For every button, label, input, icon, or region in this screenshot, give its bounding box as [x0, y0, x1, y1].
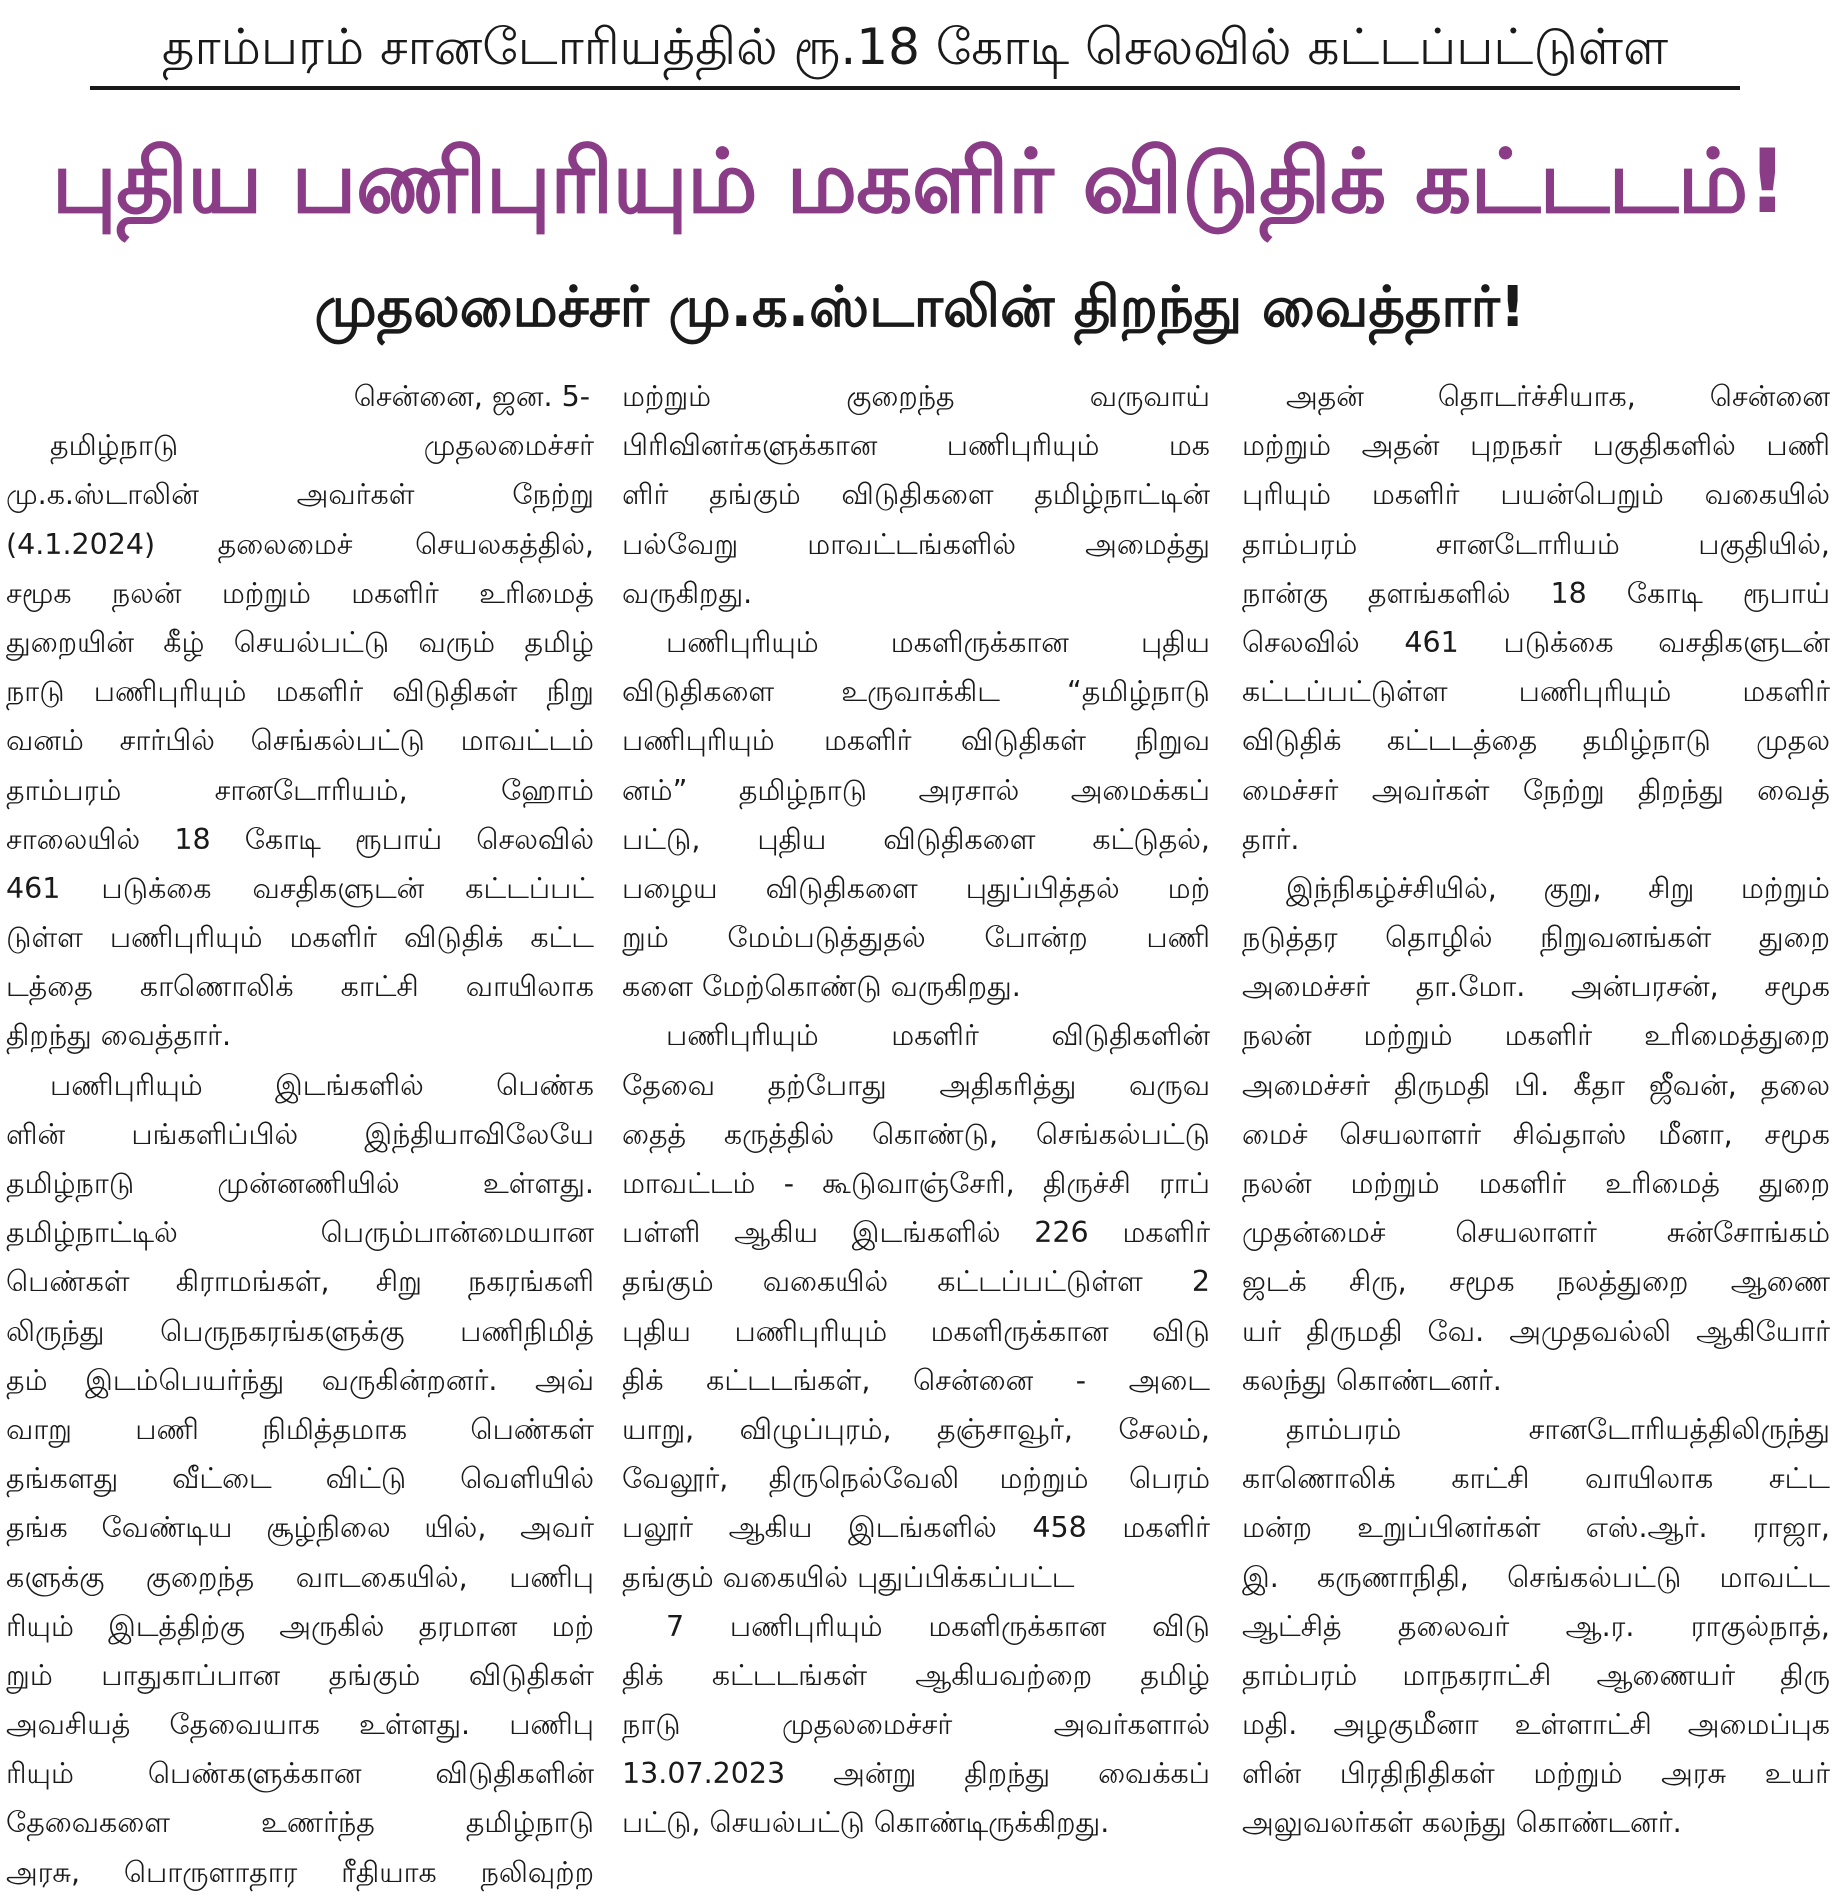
article-column-2: [622, 372, 1210, 1846]
article-text-line: வாறு பணி நிமித்தமாக பெண்கள்: [6, 1412, 594, 1446]
article-text-line: பணிபுரியும் இடங்களில் பெண்க: [50, 1068, 594, 1102]
article-text-line: மைச்சர் அவர்கள் நேற்று திறந்து வைத்: [1242, 773, 1830, 807]
article-text-line: சாலையில் 18 கோடி ரூபாய் செலவில்: [6, 822, 594, 856]
article-text-line: அமைச்சர் திருமதி பி. கீதா ஜீவன், தலை: [1242, 1068, 1830, 1102]
article-text-line: றும் மேம்படுத்துதல் போன்ற பணி: [622, 921, 1210, 955]
article-text-line: தம் இடம்பெயர்ந்து வருகின்றனர். அவ்: [6, 1363, 594, 1397]
article-text-line: தாம்பரம் சானடோரியத்திலிருந்து: [1286, 1412, 1830, 1446]
article-text-line: நாடு பணிபுரியும் மகளிர் விடுதிகள் நிறு: [6, 675, 594, 709]
article-text-line: தாம்பரம் சானடோரியம் பகுதியில்,: [1242, 527, 1830, 561]
article-text-line: பிரிவினர்களுக்கான பணிபுரியும் மக: [622, 429, 1210, 463]
article-text-line: பள்ளி ஆகிய இடங்களில் 226 மகளிர்: [622, 1216, 1210, 1250]
article-text-line: தமிழ்நாடு முதலமைச்சர்: [50, 429, 594, 463]
article-text-line: விடுதிக் கட்டடத்தை தமிழ்நாடு முதல: [1242, 724, 1830, 758]
article-text-line: அமைச்சர் தா.மோ. அன்பரசன், சமூக: [1242, 970, 1830, 1004]
article-text-line: பல்வேறு மாவட்டங்களில் அமைத்து: [622, 527, 1210, 561]
article-text-line: ளின் பிரதிநிதிகள் மற்றும் அரசு உயர்: [1242, 1757, 1830, 1791]
subheadline: முதலமைச்சர் மு.க.ஸ்டாலின் திறந்து வைத்தார்!: [314, 275, 1526, 340]
article-text-line: மற்றும் குறைந்த வருவாய்: [622, 380, 1210, 413]
article-text-line: 13.07.2023 அன்று திறந்து வைக்கப்: [622, 1757, 1210, 1791]
article-text-line: டத்தை காணொலிக் காட்சி வாயிலாக: [6, 970, 594, 1004]
article-text-line: பட்டு, செயல்பட்டு கொண்டிருக்கிறது.: [622, 1806, 1110, 1840]
article-text-line: 7 பணிபுரியும் மகளிருக்கான விடு: [666, 1609, 1210, 1643]
article-text-line: தங்க வேண்டிய சூழ்நிலை யில், அவர்: [6, 1511, 594, 1545]
article-text-line: பழைய விடுதிகளை புதுப்பித்தல் மற்: [622, 871, 1210, 905]
article-text-line: முதன்மைச் செயலாளர் சுன்சோங்கம்: [1242, 1216, 1830, 1250]
article-text-line: (4.1.2024) தலைமைச் செயலகத்தில்,: [6, 527, 594, 561]
article-text-line: தாம்பரம் மாநகராட்சி ஆணையர் திரு: [1242, 1658, 1830, 1692]
article-text-line: தங்களது வீட்டை விட்டு வெளியில்: [6, 1462, 594, 1496]
article-text-line: 461 படுக்கை வசதிகளுடன் கட்டப்பட்: [6, 871, 594, 905]
article-text-line: செலவில் 461 படுக்கை வசதிகளுடன்: [1242, 625, 1830, 659]
article-text-line: ஆட்சித் தலைவர் ஆ.ர. ராகுல்நாத்,: [1242, 1609, 1830, 1643]
article-text-line: நடுத்தர தொழில் நிறுவனங்கள் துறை: [1242, 921, 1830, 955]
article-text-line: ளின் பங்களிப்பில் இந்தியாவிலேயே: [6, 1117, 594, 1151]
article-text-line: திறந்து வைத்தார்.: [6, 1019, 232, 1053]
article-text-line: தைத் கருத்தில் கொண்டு, செங்கல்பட்டு: [622, 1117, 1210, 1151]
article-text-line: தார்.: [1242, 822, 1300, 856]
article-text-line: நலன் மற்றும் மகளிர் உரிமைத்துறை: [1242, 1019, 1830, 1053]
article-text-line: பணிபுரியும் மகளிர் விடுதிகளின்: [666, 1019, 1210, 1053]
article-text-line: தமிழ்நாட்டில் பெரும்பான்மையான: [6, 1216, 594, 1250]
article-text-line: வேலூர், திருநெல்வேலி மற்றும் பெரம்: [622, 1462, 1210, 1496]
article-text-line: மற்றும் அதன் புறநகர் பகுதிகளில் பணி: [1242, 429, 1830, 463]
article-text-line: ஜடக் சிரு, சமூக நலத்துறை ஆணை: [1242, 1265, 1830, 1299]
article-text-line: ளிர் தங்கும் விடுதிகளை தமிழ்நாட்டின்: [622, 478, 1210, 512]
article-text-line: இ. கருணாநிதி, செங்கல்பட்டு மாவட்ட: [1242, 1560, 1830, 1594]
article-text-line: வனம் சார்பில் செங்கல்பட்டு மாவட்டம்: [6, 724, 594, 758]
article-text-line: மு.க.ஸ்டாலின் அவர்கள் நேற்று: [6, 478, 594, 512]
article-text-line: சென்னை, ஜன. 5-: [353, 380, 590, 413]
article-text-line: பணிபுரியும் மகளிருக்கான புதிய: [666, 625, 1210, 659]
article-text-line: பலூர் ஆகிய இடங்களில் 458 மகளிர்: [622, 1511, 1210, 1545]
kicker-underline: [90, 86, 1740, 90]
article-text-line: மதி. அழகுமீனா உள்ளாட்சி அமைப்புக: [1242, 1708, 1830, 1742]
article-text-line: னம்” தமிழ்நாடு அரசால் அமைக்கப்: [622, 773, 1210, 807]
article-text-line: அவசியத் தேவையாக உள்ளது. பணிபு: [6, 1708, 594, 1742]
article-text-line: தேவைகளை உணர்ந்த தமிழ்நாடு: [6, 1806, 594, 1840]
article-text-line: றும் பாதுகாப்பான தங்கும் விடுதிகள்: [6, 1658, 594, 1692]
article-text-line: தங்கும் வகையில் கட்டப்பட்டுள்ள 2: [622, 1265, 1210, 1299]
article-text-line: காணொலிக் காட்சி வாயிலாக சட்ட: [1242, 1462, 1830, 1496]
article-text-line: அரசு, பொருளாதார ரீதியாக நலிவுற்ற: [6, 1855, 594, 1889]
article-text-line: திக் கட்டடங்கள், சென்னை - அடை: [622, 1363, 1210, 1397]
article-text-line: களை மேற்கொண்டு வருகிறது.: [622, 970, 1021, 1004]
article-text-line: நான்கு தளங்களில் 18 கோடி ரூபாய்: [1242, 576, 1830, 610]
article-text-line: விடுதிகளை உருவாக்கிட “தமிழ்நாடு: [622, 675, 1210, 709]
article-text-line: சமூக நலன் மற்றும் மகளிர் உரிமைத்: [6, 576, 594, 610]
article-text-line: லிருந்து பெருநகரங்களுக்கு பணிநிமித்: [6, 1314, 594, 1348]
article-text-line: தாம்பரம் சானடோரியம், ஹோம்: [6, 773, 594, 807]
article-column-1: [6, 372, 594, 1889]
article-text-line: கலந்து கொண்டனர்.: [1242, 1363, 1502, 1397]
article-text-line: திக் கட்டடங்கள் ஆகியவற்றை தமிழ்: [622, 1658, 1210, 1692]
article-text-line: ரியும் இடத்திற்கு அருகில் தரமான மற்: [6, 1609, 594, 1643]
article-text-line: துறையின் கீழ் செயல்பட்டு வரும் தமிழ்: [6, 625, 594, 659]
article-text-line: யாறு, விழுப்புரம், தஞ்சாவூர், சேலம்,: [622, 1412, 1210, 1446]
article-text-line: மன்ற உறுப்பினர்கள் எஸ்.ஆர். ராஜா,: [1242, 1511, 1830, 1545]
article-text-line: தமிழ்நாடு முன்னணியில் உள்ளது.: [6, 1167, 594, 1200]
article-column-3: [1242, 372, 1830, 1846]
kicker-line: தாம்பரம் சானடோரியத்தில் ரூ.18 கோடி செலவில் கட்டப்பட்டுள்ள: [161, 18, 1669, 76]
article-text-line: தேவை தற்போது அதிகரித்து வருவ: [622, 1068, 1210, 1102]
article-text-line: நலன் மற்றும் மகளிர் உரிமைத் துறை: [1242, 1167, 1830, 1200]
article-text-line: ரியும் பெண்களுக்கான விடுதிகளின்: [6, 1757, 594, 1791]
article-text-line: பெண்கள் கிராமங்கள், சிறு நகரங்களி: [6, 1265, 594, 1299]
article-text-line: நாடு முதலமைச்சர் அவர்களால்: [622, 1708, 1210, 1742]
article-text-line: பணிபுரியும் மகளிர் விடுதிகள் நிறுவ: [622, 724, 1210, 758]
article-text-line: டுள்ள பணிபுரியும் மகளிர் விடுதிக் கட்ட: [6, 921, 594, 955]
article-text-line: கட்டப்பட்டுள்ள பணிபுரியும் மகளிர்: [1242, 675, 1830, 709]
article-text-line: களுக்கு குறைந்த வாடகையில், பணிபு: [6, 1560, 594, 1594]
article-text-line: வருகிறது.: [622, 576, 753, 610]
article-text-line: பட்டு, புதிய விடுதிகளை கட்டுதல்,: [622, 822, 1210, 856]
article-text-line: புதிய பணிபுரியும் மகளிருக்கான விடு: [622, 1314, 1210, 1348]
article-text-line: மைச் செயலாளர் சிவ்தாஸ் மீனா, சமூக: [1242, 1117, 1830, 1151]
article-text-line: அலுவலர்கள் கலந்து கொண்டனர்.: [1242, 1806, 1682, 1840]
article-text-line: மாவட்டம் - கூடுவாஞ்சேரி, திருச்சி ராப்: [622, 1167, 1210, 1200]
article-text-line: தங்கும் வகையில் புதுப்பிக்கப்பட்ட: [622, 1560, 1075, 1594]
article-text-line: அதன் தொடர்ச்சியாக, சென்னை: [1286, 380, 1830, 413]
article-text-line: யர் திருமதி வே. அமுதவல்லி ஆகியோர்: [1242, 1314, 1830, 1348]
article-text-line: புரியும் மகளிர் பயன்பெறும் வகையில்: [1242, 478, 1830, 512]
headline: புதிய பணிபுரியும் மகளிர் விடுதிக் கட்டடம்!: [51, 130, 1787, 233]
article-text-line: இந்நிகழ்ச்சியில், குறு, சிறு மற்றும்: [1286, 871, 1830, 905]
